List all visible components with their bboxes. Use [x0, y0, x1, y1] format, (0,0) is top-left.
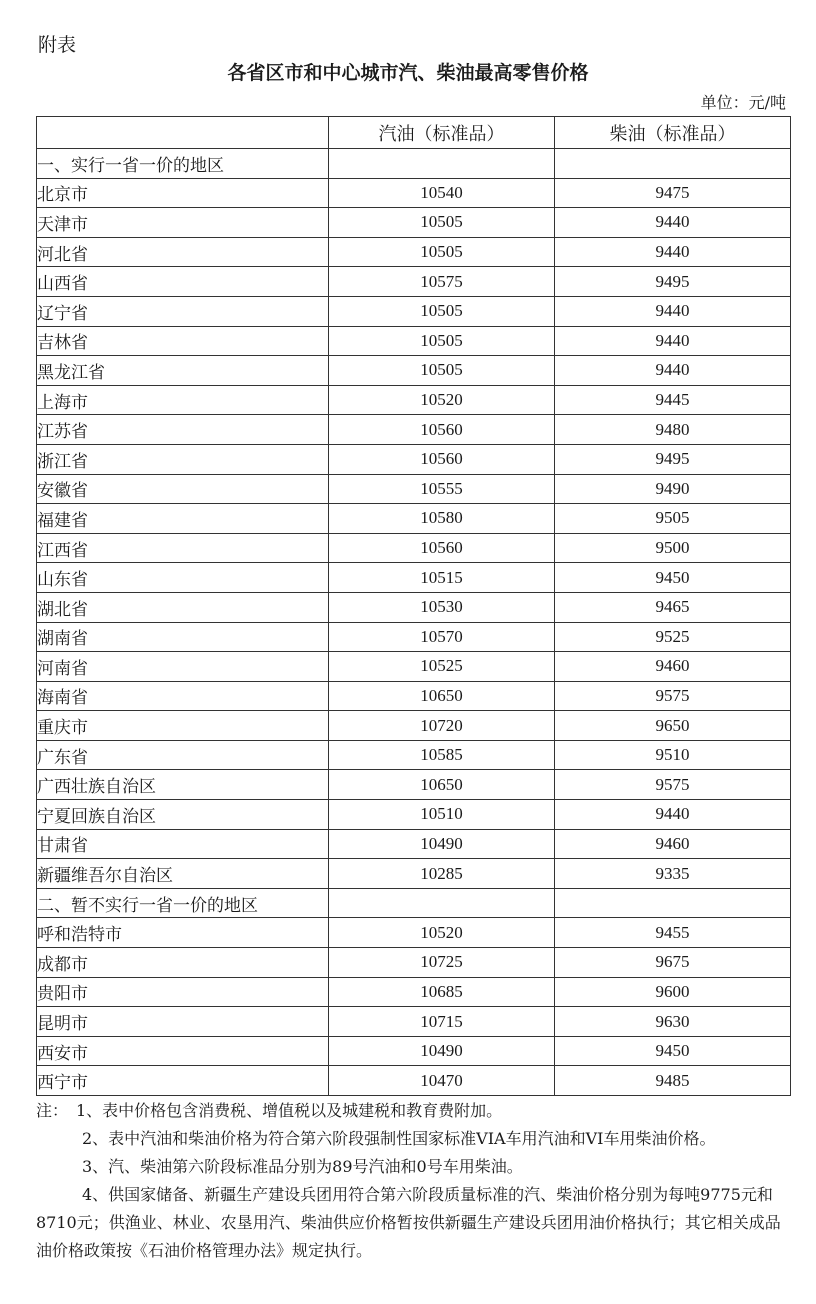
- table-row: [37, 1066, 791, 1096]
- diesel-price: 9460: [555, 829, 791, 859]
- empty-cell: [329, 149, 555, 179]
- gasoline-price: 10505: [329, 356, 555, 386]
- gasoline-price: 10530: [329, 592, 555, 622]
- diesel-price: 9445: [555, 385, 791, 415]
- table-header-row: [37, 117, 791, 149]
- table-row: [37, 977, 791, 1007]
- gasoline-price: 10715: [329, 1007, 555, 1037]
- table-row: [37, 711, 791, 741]
- region-name: 辽宁省: [37, 296, 329, 326]
- gasoline-price: 10650: [329, 681, 555, 711]
- diesel-price: 9495: [555, 444, 791, 474]
- section-heading: 一、实行一省一价的地区: [37, 149, 329, 179]
- region-name: 河南省: [37, 652, 329, 682]
- gasoline-price: 10540: [329, 178, 555, 208]
- region-name: 上海市: [37, 385, 329, 415]
- gasoline-price: 10560: [329, 533, 555, 563]
- region-name: 湖北省: [37, 592, 329, 622]
- diesel-price: 9450: [555, 1036, 791, 1066]
- table-row: [37, 474, 791, 504]
- region-name: 广西壮族自治区: [37, 770, 329, 800]
- table-row: [37, 859, 791, 889]
- gasoline-price: 10510: [329, 800, 555, 830]
- diesel-price: 9440: [555, 208, 791, 238]
- diesel-price: 9575: [555, 770, 791, 800]
- region-name: 甘肃省: [37, 829, 329, 859]
- table-row: [37, 208, 791, 238]
- column-header-region: [37, 117, 329, 149]
- table-row: [37, 237, 791, 267]
- region-name: 江苏省: [37, 415, 329, 445]
- diesel-price: 9510: [555, 740, 791, 770]
- table-row: [37, 829, 791, 859]
- column-header-diesel: 柴油（标准品）: [555, 117, 791, 149]
- region-name: 天津市: [37, 208, 329, 238]
- section-row: [37, 149, 791, 179]
- gasoline-price: 10505: [329, 237, 555, 267]
- diesel-price: 9460: [555, 652, 791, 682]
- note-3: 3、汽、柴油第六阶段标准品分别为89号汽油和0号车用柴油。: [82, 1157, 523, 1176]
- empty-cell: [329, 888, 555, 918]
- table-row: [37, 652, 791, 682]
- gasoline-price: 10575: [329, 267, 555, 297]
- region-name: 宁夏回族自治区: [37, 800, 329, 830]
- gasoline-price: 10505: [329, 326, 555, 356]
- region-name: 海南省: [37, 681, 329, 711]
- table-row: [37, 504, 791, 534]
- table-row: [37, 326, 791, 356]
- empty-cell: [555, 149, 791, 179]
- gasoline-price: 10505: [329, 208, 555, 238]
- notes: [36, 1097, 788, 1265]
- diesel-price: 9450: [555, 563, 791, 593]
- gasoline-price: 10650: [329, 770, 555, 800]
- diesel-price: 9575: [555, 681, 791, 711]
- diesel-price: 9440: [555, 237, 791, 267]
- region-name: 贵阳市: [37, 977, 329, 1007]
- section-row: [37, 888, 791, 918]
- gasoline-price: 10520: [329, 385, 555, 415]
- diesel-price: 9465: [555, 592, 791, 622]
- diesel-price: 9440: [555, 296, 791, 326]
- gasoline-price: 10555: [329, 474, 555, 504]
- gasoline-price: 10505: [329, 296, 555, 326]
- diesel-price: 9475: [555, 178, 791, 208]
- diesel-price: 9440: [555, 356, 791, 386]
- region-name: 山东省: [37, 563, 329, 593]
- table-row: [37, 681, 791, 711]
- region-name: 北京市: [37, 178, 329, 208]
- gasoline-price: 10525: [329, 652, 555, 682]
- page-title: 各省区市和中心城市汽、柴油最高零售价格: [227, 62, 589, 84]
- empty-cell: [555, 888, 791, 918]
- gasoline-price: 10515: [329, 563, 555, 593]
- table-row: [37, 592, 791, 622]
- diesel-price: 9525: [555, 622, 791, 652]
- gasoline-price: 10490: [329, 829, 555, 859]
- gasoline-price: 10285: [329, 859, 555, 889]
- region-name: 成都市: [37, 948, 329, 978]
- diesel-price: 9650: [555, 711, 791, 741]
- gasoline-price: 10570: [329, 622, 555, 652]
- region-name: 重庆市: [37, 711, 329, 741]
- gasoline-price: 10580: [329, 504, 555, 534]
- region-name: 安徽省: [37, 474, 329, 504]
- section-heading: 二、暂不实行一省一价的地区: [37, 888, 329, 918]
- note-1: 注： 1、表中价格包含消费税、增值税以及城建税和教育费附加。: [36, 1101, 503, 1120]
- region-name: 山西省: [37, 267, 329, 297]
- note-4: 4、供国家储备、新疆生产建设兵团用符合第六阶段质量标准的汽、柴油价格分别为每吨9775元和8710元；供渔业、林业、农垦用汽、柴油供应价格暂按供新疆生产建设兵团用油价格执行；其它相关成品油价格政策按《石油价格管理办法》规定执行。: [36, 1185, 781, 1260]
- table-row: [37, 296, 791, 326]
- region-name: 广东省: [37, 740, 329, 770]
- diesel-price: 9480: [555, 415, 791, 445]
- gasoline-price: 10725: [329, 948, 555, 978]
- diesel-price: 9630: [555, 1007, 791, 1037]
- region-name: 黑龙江省: [37, 356, 329, 386]
- table-row: [37, 533, 791, 563]
- column-header-gasoline: 汽油（标准品）: [329, 117, 555, 149]
- diesel-price: 9335: [555, 859, 791, 889]
- diesel-price: 9440: [555, 800, 791, 830]
- region-name: 新疆维吾尔自治区: [37, 859, 329, 889]
- gasoline-price: 10685: [329, 977, 555, 1007]
- table-body: [37, 149, 791, 1096]
- table-row: [37, 356, 791, 386]
- attachment-label: 附表: [38, 34, 77, 56]
- diesel-price: 9600: [555, 977, 791, 1007]
- diesel-price: 9500: [555, 533, 791, 563]
- table-row: [37, 415, 791, 445]
- table-row: [37, 948, 791, 978]
- table-row: [37, 1007, 791, 1037]
- gasoline-price: 10585: [329, 740, 555, 770]
- region-name: 湖南省: [37, 622, 329, 652]
- gasoline-price: 10470: [329, 1066, 555, 1096]
- gasoline-price: 10560: [329, 415, 555, 445]
- table-row: [37, 267, 791, 297]
- region-name: 吉林省: [37, 326, 329, 356]
- table-row: [37, 444, 791, 474]
- table-row: [37, 800, 791, 830]
- gasoline-price: 10720: [329, 711, 555, 741]
- diesel-price: 9485: [555, 1066, 791, 1096]
- diesel-price: 9505: [555, 504, 791, 534]
- gasoline-price: 10490: [329, 1036, 555, 1066]
- region-name: 西安市: [37, 1036, 329, 1066]
- region-name: 西宁市: [37, 1066, 329, 1096]
- table-row: [37, 178, 791, 208]
- region-name: 昆明市: [37, 1007, 329, 1037]
- gasoline-price: 10560: [329, 444, 555, 474]
- gasoline-price: 10520: [329, 918, 555, 948]
- diesel-price: 9490: [555, 474, 791, 504]
- diesel-price: 9675: [555, 948, 791, 978]
- diesel-price: 9440: [555, 326, 791, 356]
- region-name: 呼和浩特市: [37, 918, 329, 948]
- diesel-price: 9495: [555, 267, 791, 297]
- diesel-price: 9455: [555, 918, 791, 948]
- unit-label: 单位：元/吨: [700, 93, 786, 112]
- table-row: [37, 622, 791, 652]
- region-name: 福建省: [37, 504, 329, 534]
- region-name: 江西省: [37, 533, 329, 563]
- table-row: [37, 740, 791, 770]
- table-row: [37, 770, 791, 800]
- table-row: [37, 563, 791, 593]
- price-table: [36, 116, 791, 1096]
- table-row: [37, 918, 791, 948]
- region-name: 浙江省: [37, 444, 329, 474]
- table-row: [37, 385, 791, 415]
- region-name: 河北省: [37, 237, 329, 267]
- note-2: 2、表中汽油和柴油价格为符合第六阶段强制性国家标准VIA车用汽油和VI车用柴油价格。: [82, 1129, 716, 1148]
- table-row: [37, 1036, 791, 1066]
